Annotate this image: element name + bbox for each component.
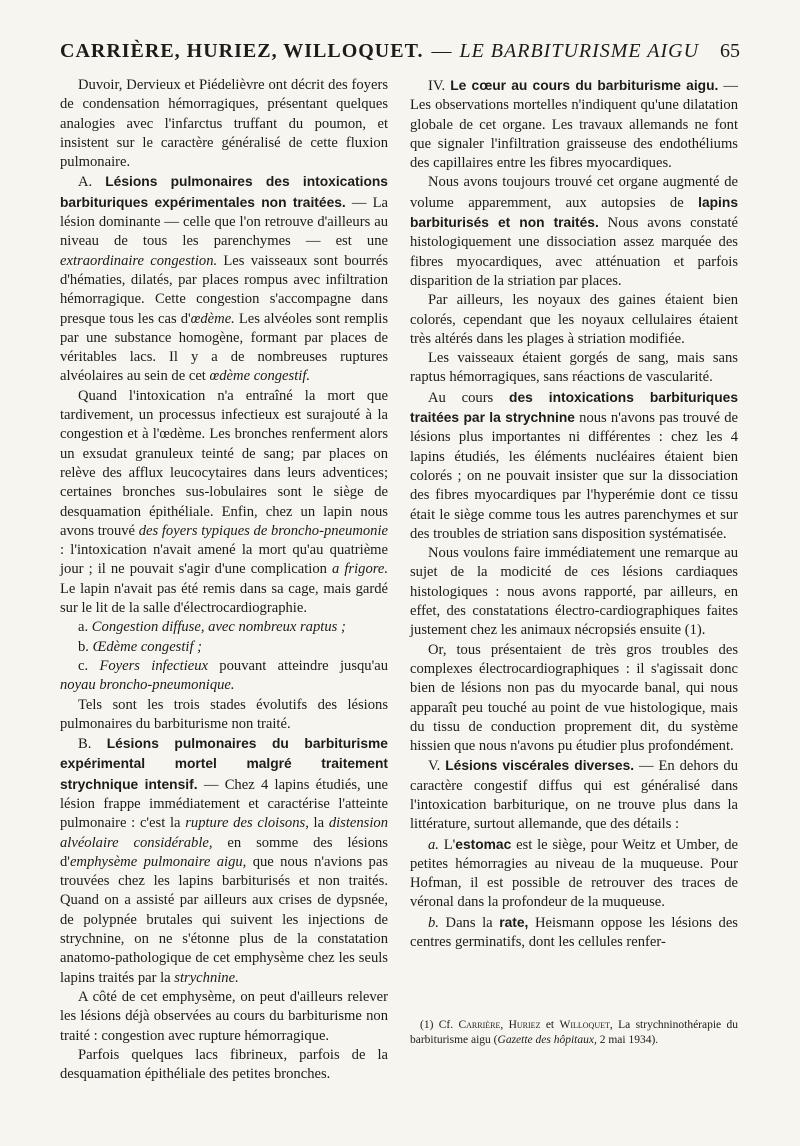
paragraph: Quand l'intoxication n'a entraîné la mort que tardivement, un processus infectieux est surajouté à la congestion et à l'œdème. Les bronches renferment alors un exsudat granuleux teinté de sang; par places on relève des afflux leucocytaires dans leurs adventices; certaines bronches sus-lobulaires sont le siège de desquamation épithéliale. Enfin, chez un lapin nous avons trouvé des foyers typiques de broncho-pneumonie : l'intoxication n'avait amené la mort qu'au quatrième jour ; il ne pouvait s'agir d'une complication a frigore. Le lapin n'avait pas été remis dans sa cage, mais gardé sur le lit de la salle d'électrocardiographie. (60, 387, 388, 617)
paragraph: Duvoir, Dervieux et Piédelièvre ont décrit des foyers de condensation hémorragiques, présentant quelques analogies avec l'infarctus truffant du poumon, et insistent sur le caractère généralisé de cette fluxion pulmonaire. (60, 77, 388, 171)
list-item: a. Congestion diffuse, avec nombreux raptus ; (78, 619, 346, 636)
right-column (410, 76, 738, 952)
running-header (60, 40, 740, 74)
left-column (60, 76, 388, 1084)
paragraph: A côté de cet emphysème, on peut d'ailleurs relever les lésions déjà observées au cours du barbiturisme non traité : congestion avec rupture hémorragique. (60, 988, 388, 1044)
section-a-paragraph: A. Lésions pulmonaires des intoxications barbituriques expérimentales non traitées. — La lésion dominante — celle que l'on retrouve d'ailleurs au niveau de tous les parenchymes — est une extraordinaire congestion. Les vaisseaux sont bourrés d'hématies, dilatés, par places rompus avec infiltration hémorragique. Cette congestion s'accompagne dans presque tous les cas d'œdème. Les alvéoles sont remplis par une substance homogène, formant par places de véritables lacs. Il y a de nombreuses ruptures alvéolaires au sein de cet œdème congestif. (60, 174, 389, 385)
paragraph: Or, tous présentaient de très gros troubles des complexes électrocardiographiques : il s'agissait donc bien de lésions non pas du myocarde banal, qui nous apparaît peu touché au point de vue histologique, mais du tissu de conduction proprement dit, du système hissien que nous n'avons pu étudier plus profondément. (410, 641, 738, 755)
paragraph: Les vaisseaux étaient gorgés de sang, mais sans raptus hémorragiques, sans réactions de vascularité. (410, 350, 738, 386)
list-item: b. Œdème congestif ; (78, 638, 203, 655)
paragraph: Parfois quelques lacs fibrineux, parfois de la desquamation épithéliale des petites bronches. (60, 1046, 388, 1083)
paragraph: Par ailleurs, les noyaux des gaines étaient bien colorés, cependant que les noyaux cellulaires étaient très altérés dans les plages à striation modifiée. (410, 292, 738, 347)
paragraph: Au cours des intoxications barbituriques traitées par la strychnine nous n'avons pas trouvé de lésions plus importantes ni différentes : chez les 4 lapins étudiés, les éléments nucléaires étaient bien colorés ; on ne pouvait insister que sur la dissociation des fibres myocardiques par l'hyperémie dont ce tissu était le siège comme tous les autres parenchymes et sur des troubles de striation sans disposition systématisée. (410, 389, 738, 542)
paragraph: a. L'estomac est le siège, pour Weitz et Umber, de petites hémorragies au niveau de la muqueuse. Pour Hofman, il est possible de retrouver des traces de véronal dans la profondeur de la muqueuse. (410, 836, 738, 911)
paragraph: Tels sont les trois stades évolutifs des lésions pulmonaires du barbiturisme non traité. (60, 696, 388, 732)
page-number: 65 (720, 40, 740, 62)
section-v-paragraph: V. Lésions viscérales diverses. — En dehors du caractère congestif diffus qui est généralisé dans l'intoxication barbiturique, on ne trouve plus dans la littérature, surtout allemande, que des détails : (410, 758, 738, 833)
section-b-paragraph: B. Lésions pulmonaires du barbiturisme expérimental mortel malgré traitement strychnique intensif. — Chez 4 lapins étudiés, une lésion frappe immédiatement et caractérise l'atteinte pulmonaire : c'est la rupture des cloisons, la distension alvéolaire considérable, en somme des lésions d'emphysème pulmonaire aigu, que nous n'avions pas trouvées chez les lapins barbiturisés et non traités. Quand on a assisté par ailleurs aux crises de dypsnée, de polypnée brutales qui suivent les injections de strychnine, on ne s'étonne plus de la constatation anatomo-pathologique de cet emphysème chez les seuls lapins traités par la strychnine. (60, 736, 389, 986)
section-iv-paragraph: IV. Le cœur au cours du barbiturisme aigu. — Les observations mortelles n'indiquent qu'une dilatation globale de cet organe. Les travaux allemands ne font que signaler l'infiltration graisseuse des endothéliums des capillaires entre les fibres myocardiques. (410, 78, 738, 172)
paragraph: Nous avons toujours trouvé cet organe augmenté de volume apparemment, aux autopsies de lapins barbiturisés et non traités. Nous avons constaté histologiquement une dissociation assez marquée des fibres myocardiques, avec atténuation et parfois disparition de la striation par places. (410, 174, 738, 289)
footnote: (1) Cf. Carrière, Huriez et Willoquet, La strychninothérapie du barbiturisme aigu (Gazette des hôpitaux, 2 mai 1934). (410, 1019, 738, 1046)
section-iv-heading: Le cœur au cours du barbiturisme aigu. (450, 78, 719, 93)
list-item: c. Foyers infectieux pouvant atteindre jusqu'au noyau broncho-pneumonique. (60, 657, 388, 694)
section-a-heading: Lésions pulmonaires des intoxications barbituriques expérimentales non traitées. (60, 174, 388, 210)
section-v-heading: Lésions viscérales diverses. (445, 758, 635, 774)
header-authors: CARRIÈRE, HURIEZ, WILLOQUET. (60, 40, 424, 62)
header-title: LE BARBITURISME AIGU (459, 40, 700, 62)
paragraph: Nous voulons faire immédiatement une remarque au sujet de la modicité de ces lésions cardiaques histologiques : nous avons rapporté, par ailleurs, en effet, des constatations électro-cardiographiques faites justement chez les animaux nécropsiés ensuite (1). (410, 545, 738, 639)
header-dash: — (431, 40, 452, 62)
paragraph: b. Dans la rate, Heismann oppose les lésions des centres germinatifs, dont les cellules renfer- (410, 914, 738, 951)
section-b-heading: Lésions pulmonaires du barbiturisme expérimental mortel malgré traitement strychnique intensif. (60, 736, 388, 792)
